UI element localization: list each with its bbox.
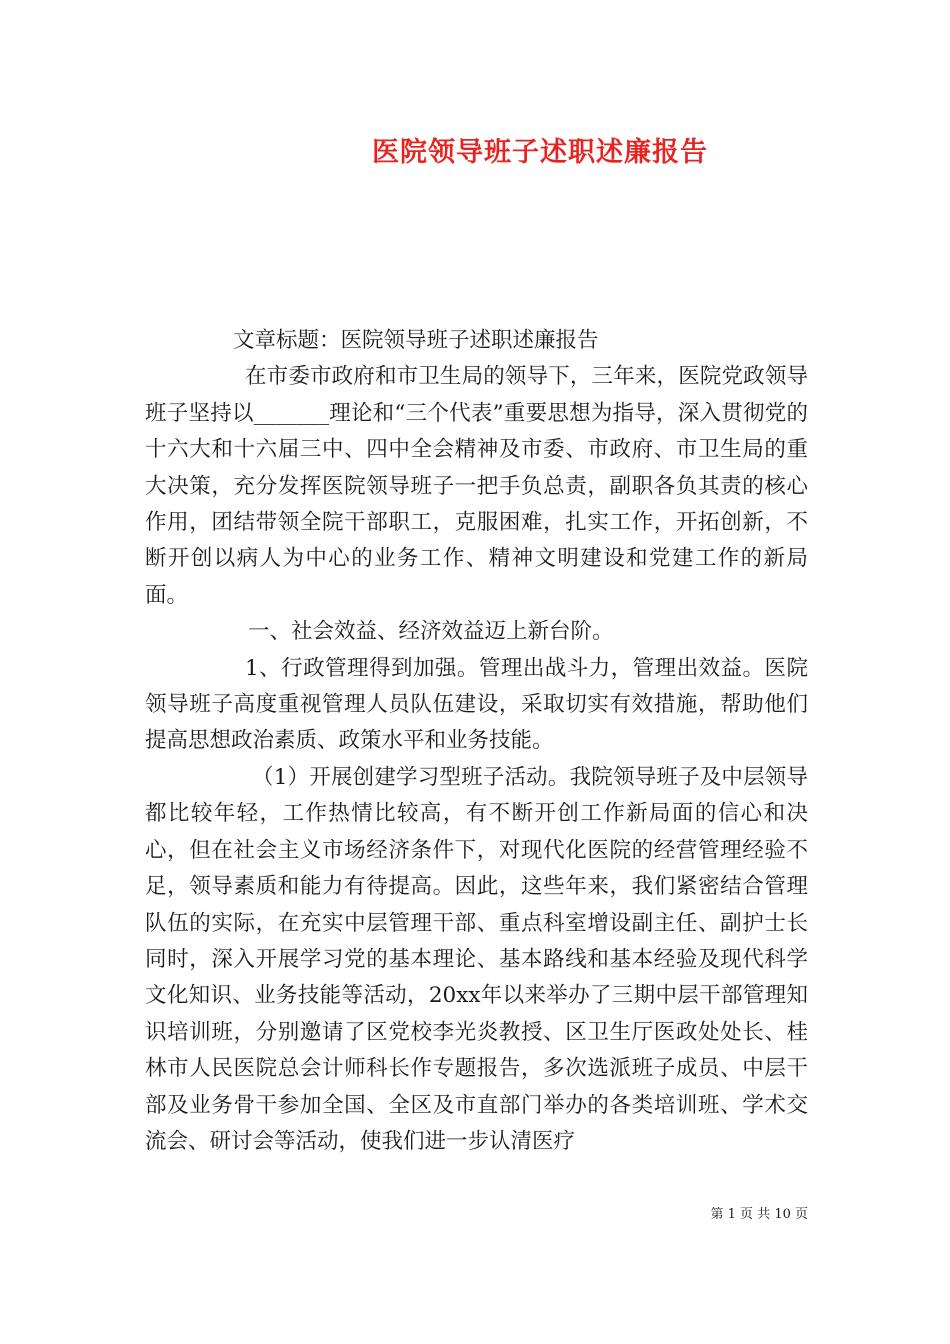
article-heading: 文章标题：医院领导班子述职述廉报告 (233, 328, 599, 353)
document-title: 医院领导班子述职述廉报告 (372, 137, 708, 168)
paragraph-learning: （1）开展创建学习型班子活动。我院领导班子及中层领导都比较年轻，工作热情比较高，有不断开创工作新局面的信心和决心，但在社会主义市场经济条件下，对现代化医院的经营管理经验不足，领导素质和能力有待提高。因此，这些年来，我们紧密结合管理队伍的实际，在充实中层管理干部、重点科室增设副主任、副护士长同时，深入开展学习党的基本理论、基本路线和基本经验及现代科学文化知识、业务技能等活动，20xx年以来举办了三期中层干部管理知识培训班，分别邀请了区党校李光炎教授、区卫生厅医政处处长、桂林市人民医院总会计师科长作专题报告，多次选派班子成员、中层干部及业务骨干参加全国、全区及市直部门举办的各类培训班、学术交流会、研讨会等活动，使我们进一步认清医疗 (145, 764, 808, 1154)
paragraph-intro: 在市委市政府和市卫生局的领导下，三年来，医院党政领导班子坚持以_______理论和“三个代表”重要思想为指导，深入贯彻党的十六大和十六届三中、四中全会精神及市委、市政府、市卫生局的重大决策，充分发挥医院领导班子一把手负总责，副职各负其责的核心作用，团结带领全院干部职工，克服困难，扎实工作，开拓创新，不断开创以病人为中心的业务工作、精神文明建设和党建工作的新局面。 (145, 364, 808, 608)
section-heading-1: 一、社会效益、经济效益迈上新台阶。 (248, 619, 614, 645)
document-body (145, 323, 808, 1160)
page-number: 第 1 页 共 10 页 (710, 1207, 808, 1222)
paragraph-admin: 1、行政管理得到加强。管理出战斗力，管理出效益。医院领导班子高度重视管理人员队伍建设，采取切实有效措施，帮助他们提高思想政治素质、政策水平和业务技能。 (145, 655, 808, 754)
